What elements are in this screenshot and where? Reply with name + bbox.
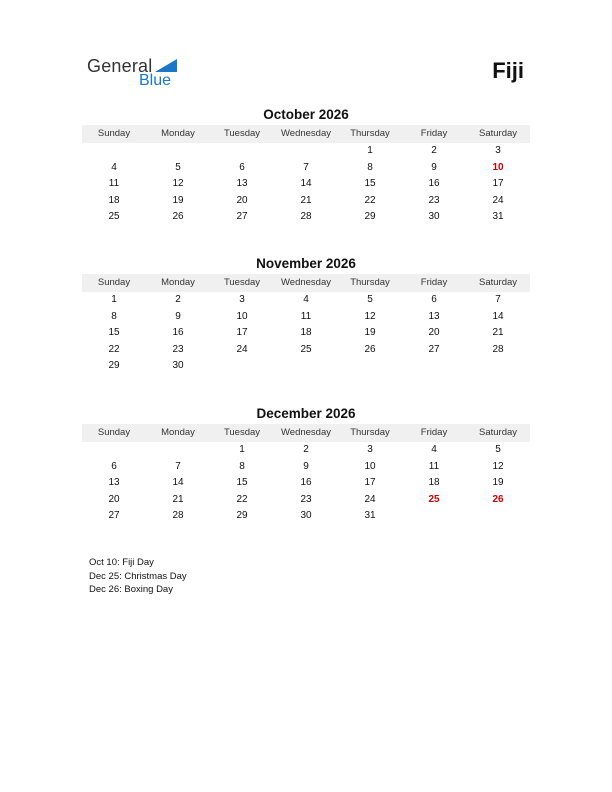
day-cell: 26	[492, 493, 504, 505]
week-row	[82, 160, 530, 177]
day-cell: 10	[492, 161, 504, 173]
day-cell: 17	[236, 327, 248, 339]
day-cell: 5	[175, 161, 181, 173]
week-row	[82, 358, 530, 375]
weekday-label: Saturday	[478, 427, 518, 438]
day-cell: 25	[108, 211, 120, 223]
day-cell: 27	[236, 211, 248, 223]
logo-triangle-icon	[155, 59, 177, 72]
weekday-label: Sunday	[97, 128, 131, 139]
logo-blue-text: Blue	[139, 72, 172, 89]
day-cell: 23	[172, 343, 184, 355]
day-cell: 26	[172, 211, 184, 223]
day-cell: 26	[364, 343, 376, 355]
day-cell: 29	[108, 360, 120, 372]
day-cell: 24	[236, 343, 248, 355]
weekday-label: Sunday	[97, 427, 131, 438]
day-cell: 22	[364, 194, 376, 206]
weekday-label: Tuesday	[223, 128, 261, 139]
weekday-label: Monday	[161, 277, 195, 288]
day-cell: 13	[236, 178, 248, 190]
day-cell: 17	[364, 477, 376, 489]
day-cell: 7	[175, 460, 181, 472]
day-cell: 25	[300, 343, 312, 355]
day-cell: 21	[172, 493, 184, 505]
day-cell: 31	[364, 510, 376, 522]
weekday-label: Wednesday	[281, 427, 331, 438]
weekday-label: Saturday	[478, 277, 518, 288]
day-cell: 13	[108, 477, 120, 489]
month-december	[82, 405, 530, 525]
day-cell: 2	[431, 145, 437, 156]
week-row	[82, 143, 530, 160]
day-cell: 22	[108, 343, 120, 355]
day-cell: 24	[364, 493, 376, 505]
day-cell: 13	[428, 310, 440, 322]
day-cell	[274, 358, 338, 375]
day-cell: 23	[428, 194, 440, 206]
weekday-label: Sunday	[97, 277, 131, 288]
day-cell: 3	[495, 145, 501, 156]
day-cell: 16	[172, 327, 184, 339]
day-cell: 17	[492, 178, 504, 190]
day-cell: 8	[111, 310, 117, 322]
month-title: October 2026	[263, 107, 349, 122]
day-cell: 14	[300, 178, 312, 190]
day-cell: 15	[236, 477, 248, 489]
day-cell: 5	[495, 444, 501, 455]
generalblue-logo	[87, 56, 187, 92]
month-november	[82, 255, 530, 375]
day-cell: 4	[431, 444, 437, 455]
day-cell	[274, 143, 338, 160]
day-cell: 21	[300, 194, 312, 206]
week-row	[82, 508, 530, 525]
day-cell	[146, 442, 210, 459]
day-cell: 7	[303, 161, 309, 173]
month-title: December 2026	[256, 406, 356, 421]
week-row	[82, 342, 530, 359]
weekday-label: Friday	[420, 427, 448, 438]
week-row	[82, 475, 530, 492]
holiday-item: Oct 10: Fiji Day	[89, 557, 154, 568]
day-cell: 23	[300, 493, 312, 505]
day-cell: 28	[492, 343, 504, 355]
day-cell: 8	[367, 161, 373, 173]
week-row	[82, 209, 530, 226]
day-cell: 12	[492, 460, 504, 472]
day-cell: 9	[303, 460, 309, 472]
day-cell	[210, 358, 274, 375]
day-cell: 15	[364, 178, 376, 190]
day-cell: 24	[492, 194, 504, 206]
day-cell: 10	[364, 460, 376, 472]
day-cell: 8	[239, 460, 245, 472]
day-cell: 5	[367, 294, 373, 305]
month-october	[82, 106, 530, 226]
weekday-label: Monday	[161, 128, 195, 139]
day-cell	[82, 143, 146, 160]
day-cell	[466, 358, 530, 375]
week-row	[82, 176, 530, 193]
day-cell: 11	[108, 178, 120, 190]
weekday-label: Saturday	[478, 128, 518, 139]
weekday-label: Friday	[420, 128, 448, 139]
day-cell: 27	[108, 510, 120, 522]
day-cell: 6	[111, 460, 117, 472]
week-row	[82, 309, 530, 326]
weekday-header	[82, 424, 530, 442]
day-cell: 14	[492, 310, 504, 322]
day-cell: 6	[239, 161, 245, 173]
logo-general-text: General	[87, 56, 153, 76]
week-row	[82, 325, 530, 342]
day-cell: 11	[300, 310, 312, 322]
day-cell	[210, 143, 274, 160]
day-cell	[402, 508, 466, 525]
day-cell: 30	[300, 510, 312, 522]
weekday-label: Thursday	[350, 128, 390, 139]
day-cell: 19	[364, 327, 376, 339]
country-title: Fiji	[492, 58, 524, 83]
day-cell: 7	[495, 294, 501, 305]
weekday-label: Tuesday	[223, 427, 261, 438]
day-cell: 29	[364, 211, 376, 223]
day-cell: 12	[172, 178, 184, 190]
weekday-label: Friday	[420, 277, 448, 288]
weekday-label: Monday	[161, 427, 195, 438]
week-row	[82, 193, 530, 210]
day-cell: 11	[428, 460, 440, 472]
day-cell: 20	[108, 493, 120, 505]
day-cell: 10	[236, 310, 248, 322]
weekday-header	[82, 125, 530, 143]
month-title: November 2026	[256, 256, 356, 271]
day-cell: 30	[172, 360, 184, 372]
week-row	[82, 442, 530, 459]
day-cell: 16	[300, 477, 312, 489]
day-cell: 15	[108, 327, 120, 339]
day-cell	[402, 358, 466, 375]
day-cell: 4	[303, 294, 309, 305]
day-cell: 30	[428, 211, 440, 223]
day-cell	[146, 143, 210, 160]
day-cell: 19	[492, 477, 504, 489]
day-cell	[338, 358, 402, 375]
day-cell: 2	[303, 444, 309, 455]
holiday-item: Dec 26: Boxing Day	[89, 584, 173, 595]
holiday-list	[89, 556, 187, 597]
day-cell: 2	[175, 294, 181, 305]
day-cell: 14	[172, 477, 184, 489]
day-cell: 12	[364, 310, 376, 322]
week-row	[82, 459, 530, 476]
day-cell: 28	[300, 211, 312, 223]
day-cell	[466, 508, 530, 525]
day-cell: 28	[172, 510, 184, 522]
day-cell: 6	[431, 294, 437, 305]
day-cell	[82, 442, 146, 459]
day-cell: 1	[239, 444, 245, 455]
week-row	[82, 492, 530, 509]
day-cell: 27	[428, 343, 440, 355]
day-cell: 20	[428, 327, 440, 339]
weekday-header	[82, 274, 530, 292]
day-cell: 20	[236, 194, 248, 206]
day-cell: 1	[111, 294, 117, 305]
weekday-label: Wednesday	[281, 277, 331, 288]
day-cell: 3	[239, 294, 245, 305]
day-cell: 16	[428, 178, 440, 190]
day-cell: 22	[236, 493, 248, 505]
day-cell: 29	[236, 510, 248, 522]
day-cell: 18	[428, 477, 440, 489]
day-cell: 18	[108, 194, 120, 206]
weekday-label: Wednesday	[281, 128, 331, 139]
weekday-label: Tuesday	[223, 277, 261, 288]
day-cell: 4	[111, 161, 117, 173]
week-row	[82, 292, 530, 309]
day-cell: 19	[172, 194, 184, 206]
weekday-label: Thursday	[350, 277, 390, 288]
holiday-item: Dec 25: Christmas Day	[89, 570, 187, 582]
day-cell: 9	[175, 310, 181, 322]
day-cell: 25	[428, 493, 440, 505]
weekday-label: Thursday	[350, 427, 390, 438]
day-cell: 3	[367, 444, 373, 455]
day-cell: 31	[492, 211, 504, 223]
day-cell: 9	[431, 161, 437, 173]
day-cell: 18	[300, 327, 312, 339]
day-cell: 1	[367, 145, 373, 156]
day-cell: 21	[492, 327, 504, 339]
